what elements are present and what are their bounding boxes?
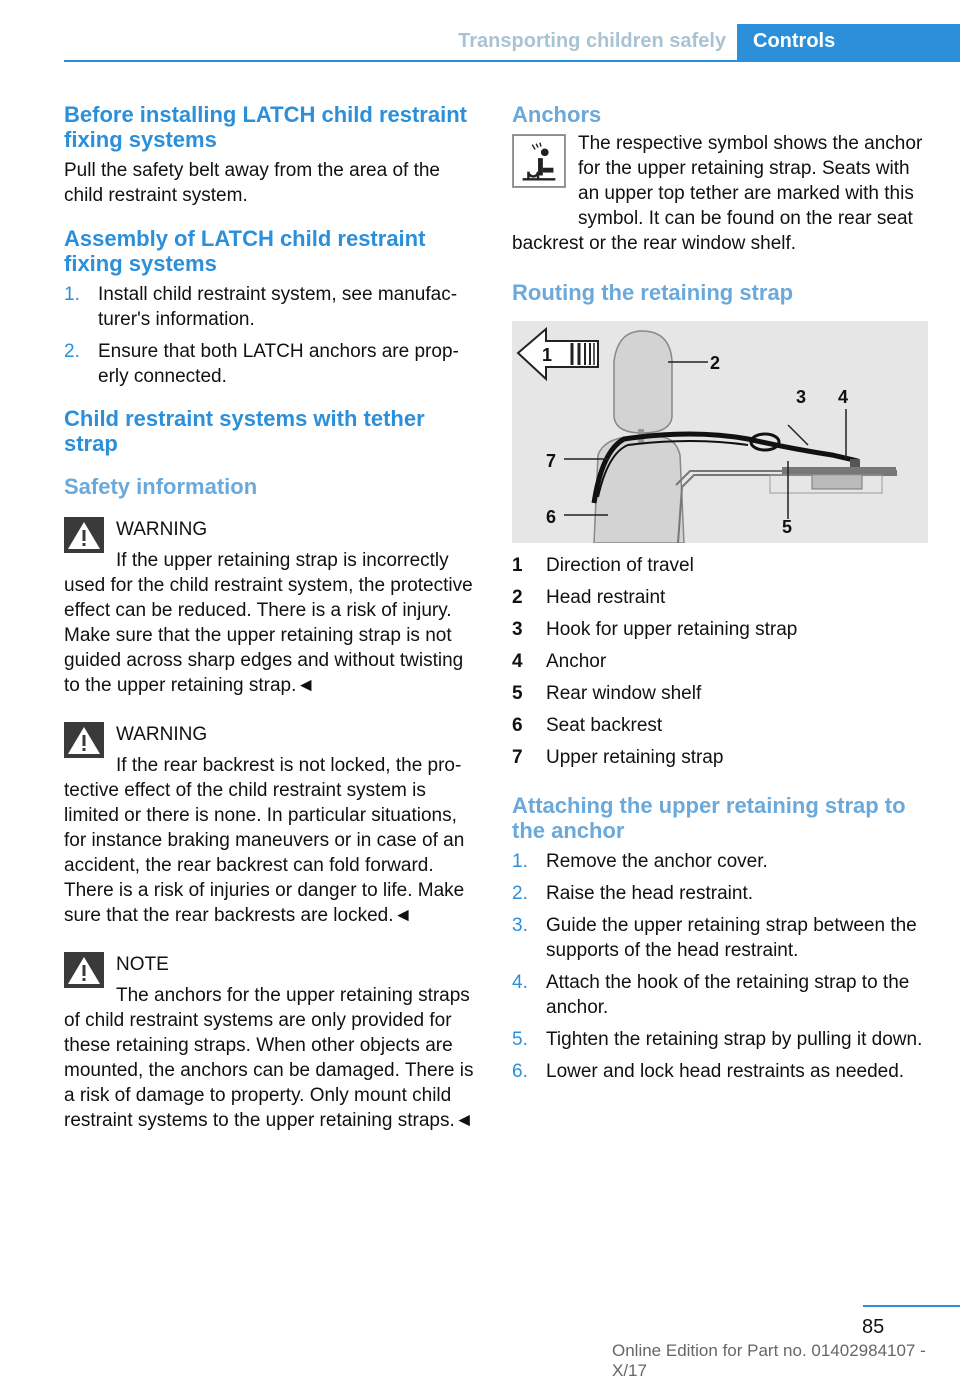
step-text: Install child restraint system, see manufacturer's information. [98, 284, 458, 330]
step-text: Lower and lock head restraints as needed. [546, 1061, 905, 1082]
attach-steps [512, 849, 930, 1084]
head-restraint-shape [614, 331, 672, 433]
legend-value: Seat backrest [546, 715, 663, 736]
note-block [64, 952, 480, 1133]
warning-text: If the upper retaining strap is incorrectly used for the child restraint system, the protective effect can be reduced. There is a risk of injury. Make sure that the upper retaining strap is not guided across sharp edges and without twisting to the upper retaining strap.◄ [64, 550, 473, 696]
step-number: 2. [512, 883, 528, 904]
heading-routing: Routing the retaining strap [512, 280, 794, 305]
header-rule [64, 60, 737, 62]
step-text: Remove the anchor cover. [546, 851, 768, 872]
legend-key: 1 [512, 555, 523, 576]
edition-text: Online Edition for Part no. 01402984107 - X/17 [612, 1341, 926, 1380]
step-number: 3. [512, 915, 528, 936]
callout-3: 3 [796, 387, 807, 407]
warning-triangle-icon [64, 517, 104, 553]
legend-row [512, 617, 930, 642]
step-number: 4. [512, 972, 528, 993]
list-item [64, 339, 480, 389]
section-title: Transporting children safely [458, 30, 726, 52]
anchors-text: The respective symbol shows the anchor for the upper retaining strap. Seats with an upper top tether are marked with this symbol. It can be found on the rear seat backrest or the rear window shelf. [512, 133, 923, 254]
note-title: NOTE [116, 954, 169, 975]
step-number: 5. [512, 1029, 528, 1050]
legend-row [512, 745, 930, 770]
step-number: 6. [512, 1061, 528, 1082]
list-item [512, 1059, 930, 1084]
warning-triangle-icon [64, 722, 104, 758]
page-header [0, 0, 960, 62]
legend-value: Hook for upper retaining strap [546, 619, 798, 640]
legend-key: 3 [512, 619, 523, 640]
step-number: 1. [64, 284, 80, 305]
list-item [512, 970, 930, 1020]
step-number: 1. [512, 851, 528, 872]
list-item [64, 282, 480, 332]
routing-diagram [512, 321, 928, 543]
heading-tether-strap: Child restraint systems with tether strap [64, 406, 425, 456]
figure-legend [512, 553, 930, 770]
warning-text: If the rear backrest is not locked, the protective effect of the child restraint system is limited or there is none. In particular situations, for instance braking maneuvers or in case of an accident, the rear backrest can fold forward. There is a risk of injuries or danger to life. Make sure that the rear backrests are locked.◄ [64, 755, 465, 926]
legend-value: Direction of travel [546, 555, 694, 576]
legend-value: Head restraint [546, 587, 666, 608]
child-seat-anchor-icon [512, 134, 566, 188]
heading-safety-information: Safety information [64, 474, 258, 499]
heading-before-installing: Before installing LATCH child restraint fixing systems [64, 102, 467, 152]
callout-7: 7 [546, 451, 557, 471]
step-number: 2. [64, 341, 80, 362]
legend-key: 6 [512, 715, 523, 736]
heading-assembly: Assembly of LATCH child restraint fixing systems [64, 226, 426, 276]
list-item [512, 881, 930, 906]
anchor-description [512, 131, 930, 256]
footer-rule [863, 1305, 960, 1307]
legend-key: 2 [512, 587, 523, 608]
warning-title: WARNING [116, 519, 208, 540]
step-text: Ensure that both LATCH anchors are properly connected. [98, 341, 459, 387]
note-text: The anchors for the upper retaining straps of child restraint systems are only provided for these retaining straps. When other objects are mounted, the anchors can be damaged. There is a risk of damage to property. Only mount child restraint systems to the upper retaining straps.◄ [64, 985, 474, 1131]
list-item [512, 913, 930, 963]
step-text: Tighten the retaining strap by pulling it down. [546, 1029, 923, 1050]
warning-title: WARNING [116, 724, 208, 745]
callout-1: 1 [542, 345, 553, 365]
warning-triangle-icon [64, 952, 104, 988]
chapter-tab[interactable]: Controls [737, 24, 960, 62]
assembly-steps [64, 282, 480, 389]
page-number: 85 [862, 1316, 885, 1338]
legend-value: Upper retaining strap [546, 747, 724, 768]
step-text: Guide the upper retaining strap between the supports of the head restraint. [546, 915, 917, 961]
heading-anchors: Anchors [512, 102, 602, 127]
warning-block [64, 722, 480, 928]
legend-row [512, 681, 930, 706]
callout-2: 2 [710, 353, 721, 373]
callout-4: 4 [838, 387, 849, 407]
callout-5: 5 [782, 517, 793, 537]
right-column [512, 102, 930, 1091]
step-text: Raise the head restraint. [546, 883, 754, 904]
list-item [512, 1027, 930, 1052]
step-text: Attach the hook of the retaining strap to the anchor. [546, 972, 910, 1018]
list-item [512, 849, 930, 874]
legend-row [512, 553, 930, 578]
legend-row [512, 713, 930, 738]
legend-value: Rear window shelf [546, 683, 702, 704]
legend-row [512, 649, 930, 674]
left-column [64, 102, 480, 1133]
legend-key: 4 [512, 651, 523, 672]
callout-6: 6 [546, 507, 557, 527]
legend-row [512, 585, 930, 610]
warning-block [64, 517, 480, 698]
routing-illustration [512, 321, 928, 543]
heading-attaching: Attaching the upper retaining strap to the anchor [512, 793, 906, 843]
legend-key: 7 [512, 747, 523, 768]
paragraph-before-installing: Pull the safety belt away from the area of the child restraint system. [64, 160, 440, 206]
legend-key: 5 [512, 683, 523, 704]
legend-value: Anchor [546, 651, 607, 672]
